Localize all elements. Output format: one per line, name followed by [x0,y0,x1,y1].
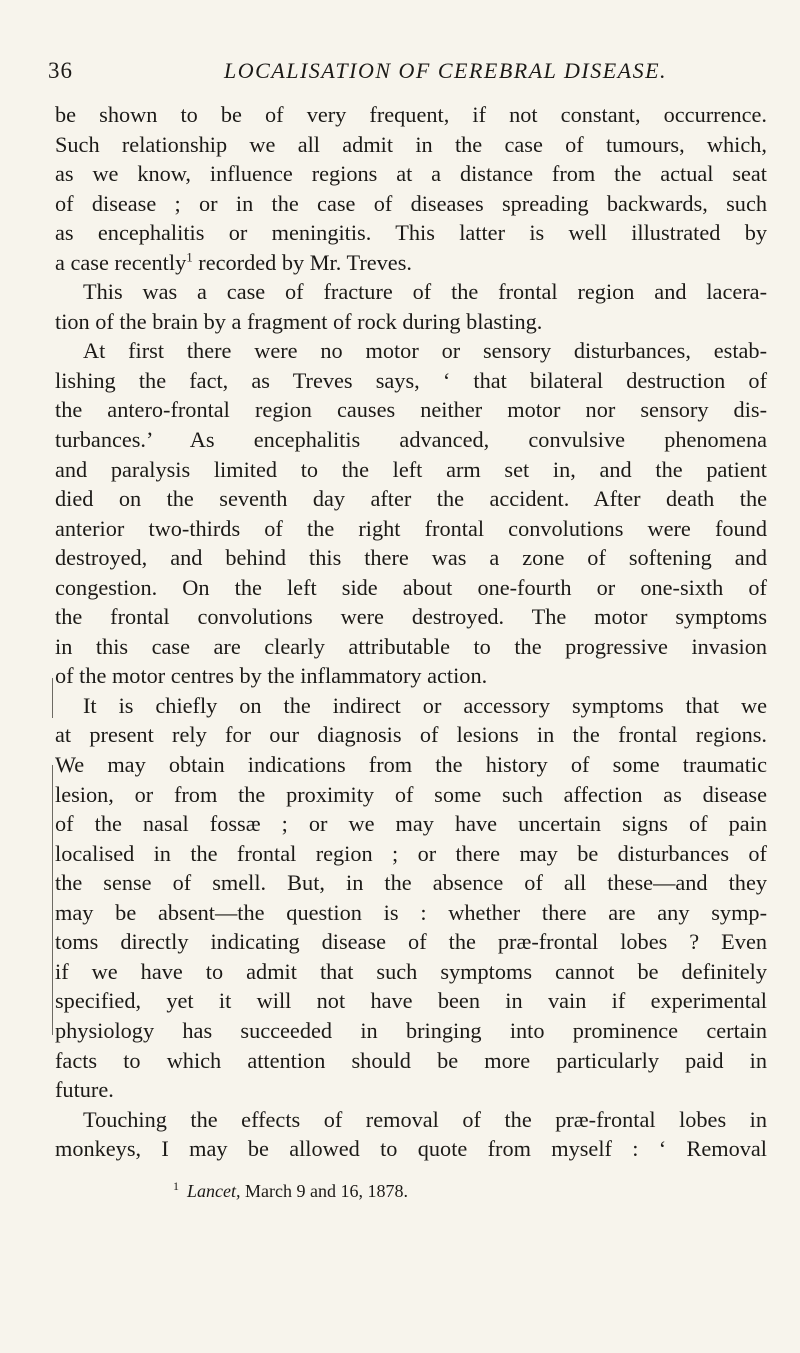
margin-line-lower [52,765,53,1035]
footnote-text: March 9 and 16, 1878. [240,1181,408,1201]
footnote-mark: 1 [173,1179,179,1193]
text-line: as encephalitis or meningitis. This latter is well illustrated by [55,220,767,246]
text-line: as we know, influence regions at a distance from the actual seat [55,161,767,187]
text-line: the antero-frontal region causes neither motor nor sensory dis- [55,397,767,423]
text-line: toms directly indicating disease of the præ-frontal lobes ? Even [55,929,767,955]
running-title: LOCALISATION OF CEREBRAL DISEASE. [224,58,668,83]
paragraph-start-line: This was a case of fracture of the frontal region and lacera- [83,279,767,305]
text-line: congestion. On the left side about one-fourth or one-sixth of [55,574,767,600]
page-number: 36 [48,58,73,83]
text-line: physiology has succeeded in bringing into prominence certain [55,1017,767,1043]
footnote [173,1179,408,1202]
text-line: may be absent—the question is : whether there are any symp- [55,899,767,925]
text-line: We may obtain indications from the history of some traumatic [55,752,767,778]
page-header [48,58,768,90]
text-line [55,248,767,278]
text-line: Such relationship we all admit in the case of tumours, which, [55,131,767,157]
text-line: future. [55,1077,114,1103]
text-line: turbances.’ As encephalitis advanced, convulsive phenomena [55,427,767,453]
text-line: destroyed, and behind this there was a zone of softening and [55,545,767,571]
text-line: the sense of smell. But, in the absence of all these—and they [55,870,767,896]
footnote-reference: 1 [186,249,193,265]
footnote-journal: Lancet, [187,1181,241,1201]
text-line: tion of the brain by a fragment of rock during blasting. [55,308,543,334]
text-line: lesion, or from the proximity of some such affection as disease [55,781,767,807]
paragraph-start-line: Touching the effects of removal of the præ-frontal lobes in [83,1106,767,1132]
text-line: anterior two-thirds of the right frontal convolutions were found [55,515,767,541]
text-fragment: a case recently [55,249,187,275]
text-line: of the motor centres by the inflammatory action. [55,663,488,689]
body-text [55,100,767,1164]
text-line: monkeys, I may be allowed to quote from myself : ‘ Removal [55,1136,767,1162]
text-line: of disease ; or in the case of diseases spreading backwards, such [55,190,767,216]
text-line: of the nasal fossæ ; or we may have uncertain signs of pain [55,811,767,837]
text-line: died on the seventh day after the accident. After death the [55,486,767,512]
margin-line-upper [52,678,53,718]
text-line: if we have to admit that such symptoms cannot be definitely [55,958,767,984]
text-line: localised in the frontal region ; or there may be disturbances of [55,840,767,866]
text-fragment: recorded by Mr. Treves. [192,249,412,275]
text-line: and paralysis limited to the left arm set in, and the patient [55,456,767,482]
text-line: facts to which attention should be more particularly paid in [55,1047,767,1073]
paragraph-start-line: At first there were no motor or sensory disturbances, estab- [83,338,767,364]
text-line: in this case are clearly attributable to the progressive invasion [55,633,767,659]
text-line: be shown to be of very frequent, if not constant, occurrence. [55,102,767,127]
text-line: the frontal convolutions were destroyed. The motor symptoms [55,604,767,630]
text-line: specified, yet it will not have been in vain if experimental [55,988,767,1014]
text-line: at present rely for our diagnosis of lesions in the frontal regions. [55,722,767,748]
paragraph-start-line: It is chiefly on the indirect or accessory symptoms that we [83,692,767,718]
text-line: lishing the fact, as Treves says, ‘ that bilateral destruction of [55,367,767,393]
